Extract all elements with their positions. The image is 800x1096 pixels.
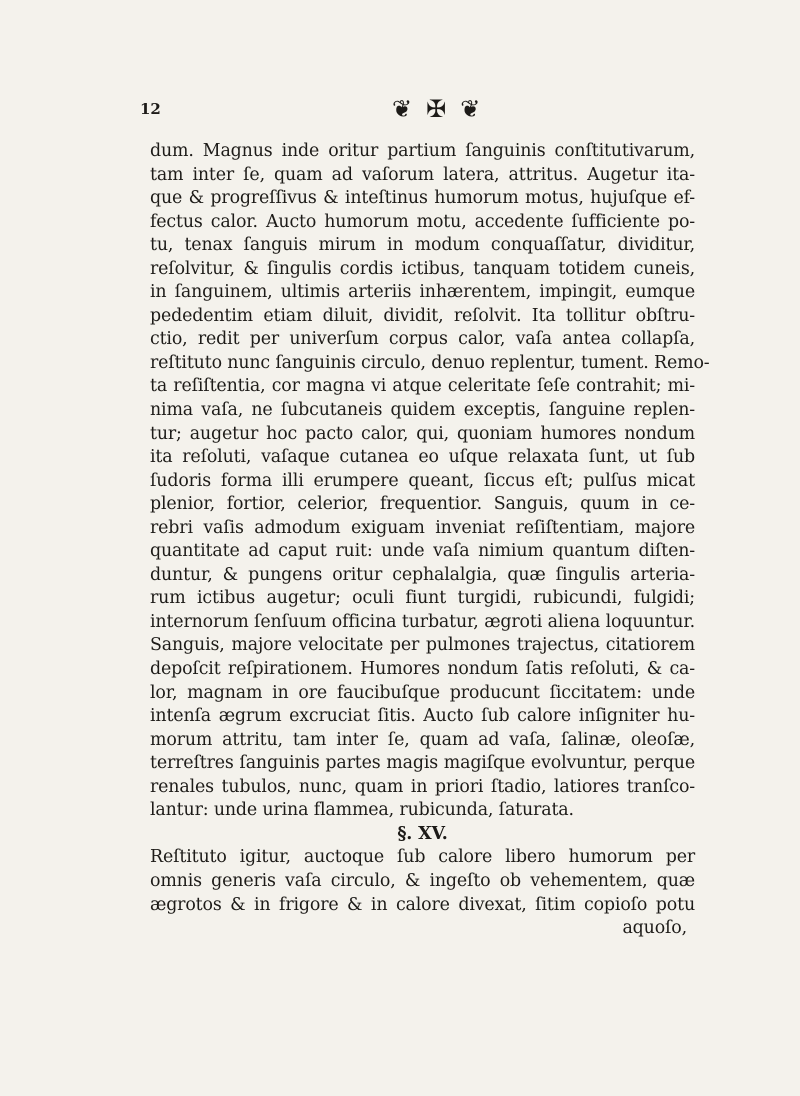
fleuron-right-icon: ❦	[460, 95, 481, 123]
text-line: tu, tenax ſanguis mirum in modum conquaſſatur, dividitur,	[150, 235, 695, 256]
text-line: duntur, & pungens oritur cephalalgia, quæ ſingulis arteria-	[150, 564, 695, 585]
main-text	[150, 140, 710, 941]
catchword: aquoſo,	[622, 918, 687, 939]
fleuron-left-icon: ❦	[392, 95, 413, 123]
text-line: rebri vaſis admodum exiguam inveniat reſiſtentiam, majore	[150, 517, 695, 538]
text-line: tur; augetur hoc pacto calor, qui, quoniam humores nondum	[150, 423, 695, 444]
section-text-line: Reſtituto igitur, auctoque ſub calore libero humorum per	[150, 847, 695, 868]
text-line: Sanguis, majore velocitate per pulmones trajectus, citatiorem	[150, 635, 695, 656]
text-line: intenſa ægrum excruciat ſitis. Aucto ſub calore inſigniter hu-	[150, 706, 695, 727]
text-line: nima vaſa, ne ſubcutaneis quidem exceptis, ſanguine replen-	[150, 400, 695, 421]
text-line: reſtituto nunc ſanguinis circulo, denuo replentur, tument. Remo-	[150, 352, 710, 373]
text-line: plenior, fortior, celerior, frequentior. Sanguis, quum in ce-	[150, 494, 695, 515]
text-line: depoſcit reſpirationem. Humores nondum ſatis reſoluti, & ca-	[150, 659, 695, 680]
text-line: dum. Magnus inde oritur partium ſanguinis conſtitutivarum,	[150, 141, 695, 161]
text-line: lor, magnam in ore faucibuſque producunt ſiccitatem: unde	[150, 682, 695, 703]
header-ornament	[392, 95, 480, 123]
text-line: que & progreſſivus & inteſtinus humorum motus, hujuſque ef-	[150, 188, 695, 209]
section-heading: §. XV.	[397, 823, 448, 844]
text-line: ita reſoluti, vaſaque cutanea eo uſque relaxata ſunt, ut ſub	[150, 447, 695, 468]
text-line: pededentim etiam diluit, dividit, reſolvit. Ita tollitur obſtru-	[150, 305, 695, 326]
text-line: quantitate ad caput ruit: unde vaſa nimium quantum diſten-	[150, 541, 695, 562]
text-line: terreſtres ſanguinis partes magis magiſque evolvuntur, perque	[150, 753, 695, 774]
text-line: in ſanguinem, ultimis arteriis inhærentem, impingit, eumque	[150, 282, 695, 303]
text-line: ta reſiſtentia, cor magna vi atque celeritate ſeſe contrahit; mi-	[150, 376, 695, 397]
text-line: tam inter ſe, quam ad vaſorum latera, attritus. Augetur ita-	[150, 164, 695, 185]
page-number: 12	[140, 100, 161, 118]
text-line: ctio, redit per univerſum corpus calor, vaſa antea collapſa,	[150, 329, 695, 350]
section-text-line: ægrotos & in frigore & in calore divexat, ſitim copioſo potu	[150, 894, 695, 915]
section-text-line: omnis generis vaſa circulo, & ingeſto ob vehementem, quæ	[150, 870, 695, 891]
text-line: morum attritu, tam inter ſe, quam ad vaſa, ſalinæ, oleoſæ,	[150, 729, 695, 750]
cross-ornament-icon: ✠	[426, 95, 447, 123]
text-line: ſudoris forma illi erumpere queant, ſiccus eſt; pulſus micat	[150, 470, 695, 491]
text-line: internorum ſenſuum officina turbatur, ægroti aliena loquuntur.	[150, 611, 695, 632]
text-line: renales tubulos, nunc, quam in priori ſtadio, latiores tranſco-	[150, 776, 695, 797]
text-line: fectus calor. Aucto humorum motu, accedente ſufficiente po-	[150, 211, 695, 232]
text-line: reſolvitur, & ſingulis cordis ictibus, tanquam totidem cuneis,	[150, 258, 695, 279]
text-line: lantur: unde urina flammea, rubicunda, ſaturata.	[150, 800, 574, 821]
text-line: rum ictibus augetur; oculi fiunt turgidi, rubicundi, fulgidi;	[150, 588, 695, 609]
